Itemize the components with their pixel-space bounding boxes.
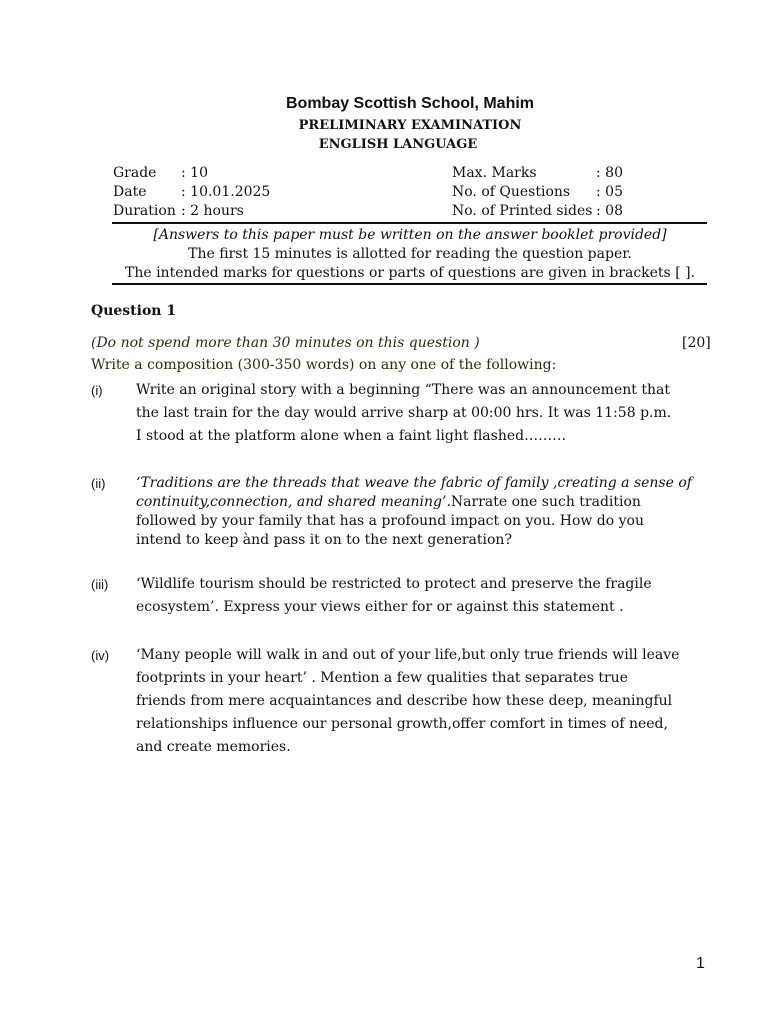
option-line: [136, 493, 711, 512]
option-line: ‘Wildlife tourism should be restricted to protect and preserve the fragile: [136, 576, 652, 592]
option-line: and create memories.: [136, 739, 291, 755]
info-label: Date: [113, 184, 147, 200]
info-questions: [452, 183, 623, 202]
question-title: Question 1: [91, 303, 177, 319]
instruction-line: [Answers to this paper must be written on the answer booklet provided]: [153, 227, 667, 243]
option-line: ‘Many people will walk in and out of your life,but only true friends will leave: [136, 647, 680, 663]
option-text: [136, 573, 711, 619]
option-number: (i): [91, 383, 103, 398]
option-text: [136, 644, 711, 759]
exam-info-left: [113, 164, 270, 221]
info-date: [113, 183, 270, 202]
info-duration: [113, 202, 270, 221]
option-number: (iii): [91, 577, 109, 592]
option-line: friends from mere acquaintances and describe how these deep, meaningful: [136, 693, 673, 709]
info-value: : 2 hours: [181, 203, 244, 219]
divider-top: [112, 222, 707, 224]
info-value: : 08: [596, 203, 623, 219]
option-text: [136, 474, 711, 550]
divider-bottom: [112, 283, 707, 285]
option-line: followed by your family that has a profound impact on you. How do you: [136, 513, 645, 529]
info-label: Grade: [113, 165, 157, 181]
info-label: No. of Printed sides: [452, 203, 593, 219]
info-value: : 10.01.2025: [181, 184, 271, 200]
general-instructions: [100, 226, 720, 283]
info-label: Duration: [113, 203, 176, 219]
school-name: Bombay Scottish School, Mahim: [285, 95, 535, 112]
option-line: footprints in your heart’ . Mention a few qualities that separates true: [136, 670, 628, 686]
option-text: [136, 379, 711, 448]
exam-title: PRELIMINARY EXAMINATION: [298, 118, 522, 133]
instruction-line: The first 15 minutes is allotted for reading the question paper.: [188, 246, 632, 262]
instruction-line: The intended marks for questions or parts of questions are given in brackets [ ].: [124, 265, 696, 281]
option-line: the last train for the day would arrive sharp at 00:00 hrs. It was 11:58 p.m.: [136, 405, 672, 421]
option-number: (ii): [91, 476, 106, 491]
info-value: : 80: [596, 165, 623, 181]
option-line: ‘Traditions are the threads that weave the fabric of family ,creating a sense of: [136, 475, 692, 491]
info-value: : 10: [181, 165, 208, 181]
option-line: relationships influence our personal growth,offer comfort in times of need,: [136, 716, 668, 732]
question-time-note: (Do not spend more than 30 minutes on this question ): [91, 335, 480, 351]
option-tail: Narrate one such tradition: [450, 494, 641, 510]
question-instruction: Write a composition (300-350 words) on any one of the following:: [91, 357, 557, 373]
info-label: Max. Marks: [452, 165, 537, 181]
page-number: 1: [696, 955, 705, 972]
question-marks: [20]: [682, 335, 711, 351]
option-line: Write an original story with a beginning “There was an announcement that: [136, 382, 670, 398]
info-value: : 05: [596, 184, 623, 200]
option-line: I stood at the platform alone when a faint light flashed………: [136, 428, 567, 444]
info-printed-sides: [452, 202, 623, 221]
exam-info-right: [452, 164, 623, 221]
option-quote: continuity,connection, and shared meaning’.: [136, 494, 451, 510]
option-number: (iv): [91, 648, 110, 663]
info-grade: [113, 164, 270, 183]
info-max-marks: [452, 164, 623, 183]
option-line: ecosystem’. Express your views either for or against this statement .: [136, 599, 624, 615]
info-label: No. of Questions: [452, 184, 571, 200]
option-line: intend to keep ànd pass it on to the next generation?: [136, 532, 512, 548]
subject-title: ENGLISH LANGUAGE: [318, 137, 478, 152]
